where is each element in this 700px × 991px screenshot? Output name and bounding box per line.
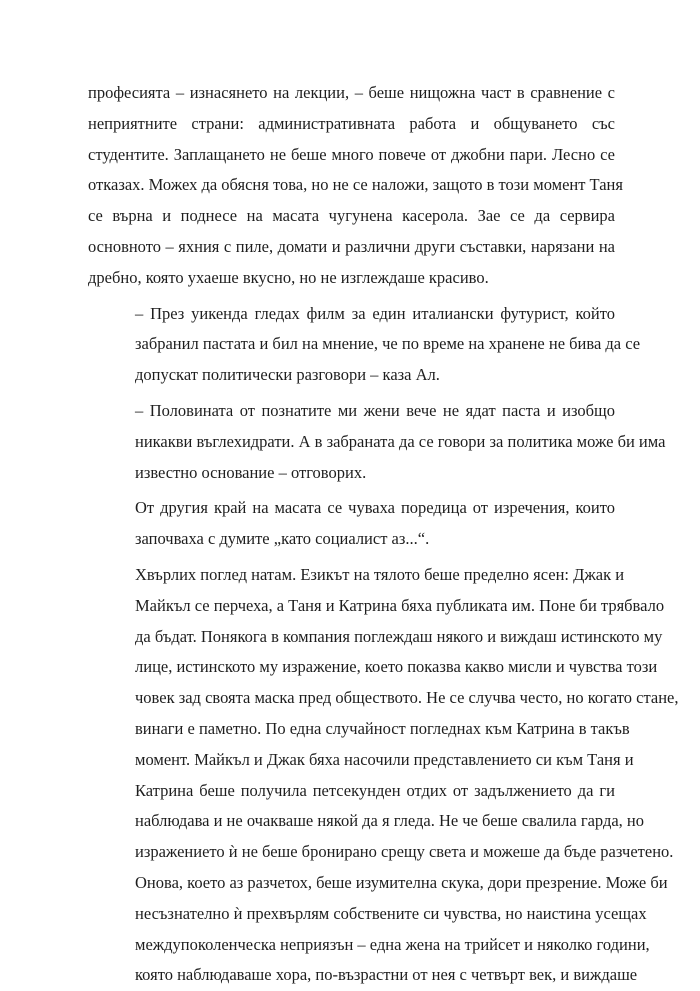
- text-line: Катрина беше получила петсекунден отдих от задължението да ги: [135, 780, 615, 800]
- text-line: От другия край на масата се чуваха поредица от изречения, които: [135, 498, 615, 518]
- text-line: – Половината от познатите ми жени вече не ядат паста и изобщо: [135, 400, 615, 420]
- text-line: винаги е паметно. По една случайност погледнах към Катрина в такъв: [135, 718, 630, 738]
- text-line: неприятните страни: административната работа и общуването със: [88, 113, 615, 133]
- text-line: основното – яхния с пиле, домати и различни други съставки, нарязани на: [88, 236, 615, 256]
- body-text: [88, 78, 679, 991]
- text-line: никакви въглехидрати. А в забраната да се говори за политика може би има: [135, 431, 666, 451]
- text-line: изражението ѝ не беше бронирано срещу света и можеше да бъде разчетено.: [135, 842, 674, 862]
- text-line: отказах. Можех да обясня това, но не се наложи, защото в този момент Таня: [88, 175, 623, 195]
- paragraph: [88, 493, 615, 555]
- paragraph: [88, 299, 641, 391]
- text-line: известно основание – отговорих.: [135, 462, 367, 482]
- text-line: Онова, което аз разчетох, беше изумителна скука, дори презрение. Може би: [135, 872, 668, 892]
- text-line: забранил пастата и бил на мнение, че по време на хранене не бива да се: [135, 334, 641, 354]
- text-line: лице, истинското му изражение, което показва какво мисли и чувства този: [135, 657, 658, 677]
- paragraph: [88, 78, 623, 294]
- text-line: професията – изнасянето на лекции, – беше нищожна част в сравнение с: [88, 83, 615, 102]
- paragraph: [88, 396, 666, 488]
- text-line: момент. Майкъл и Джак бяха насочили представлението си към Таня и: [135, 749, 634, 769]
- text-line: студентите. Заплащането не беше много повече от джобни пари. Лесно се: [88, 144, 615, 164]
- text-line: човек зад своята маска пред обществото. Не се случва често, но когато стане,: [135, 688, 679, 708]
- paragraph: [88, 560, 679, 991]
- text-line: – През уикенда гледах филм за един италиански футурист, който: [135, 303, 615, 323]
- text-line: междупоколенческа неприязън – една жена на трийсет и няколко години,: [135, 934, 650, 954]
- text-line: допускат политически разговори – каза Ал.: [135, 365, 440, 385]
- text-line: наблюдава и не очакваше някой да я гледа. Не че беше свалила гарда, но: [135, 811, 644, 831]
- text-line: Хвърлих поглед натам. Езикът на тялото беше пределно ясен: Джак и: [135, 564, 625, 584]
- text-line: дребно, която ухаеше вкусно, но не изглеждаше красиво.: [88, 267, 489, 287]
- text-line: да бъдат. Понякога в компания поглеждаш някого и виждаш истинското му: [135, 626, 663, 646]
- text-line: Майкъл се перчеха, а Таня и Катрина бяха публиката им. Поне би трябвало: [135, 595, 665, 615]
- text-line: се върна и поднесе на масата чугунена касерола. Зае се да сервира: [88, 206, 615, 226]
- text-line: започваха с думите „като социалист аз...“.: [135, 529, 430, 549]
- text-line: която наблюдаваше хора, по-възрастни от нея с четвърт век, и виждаше: [135, 965, 638, 985]
- text-line: несъзнателно ѝ прехвърлям собствените си чувства, но наистина усещах: [135, 903, 647, 923]
